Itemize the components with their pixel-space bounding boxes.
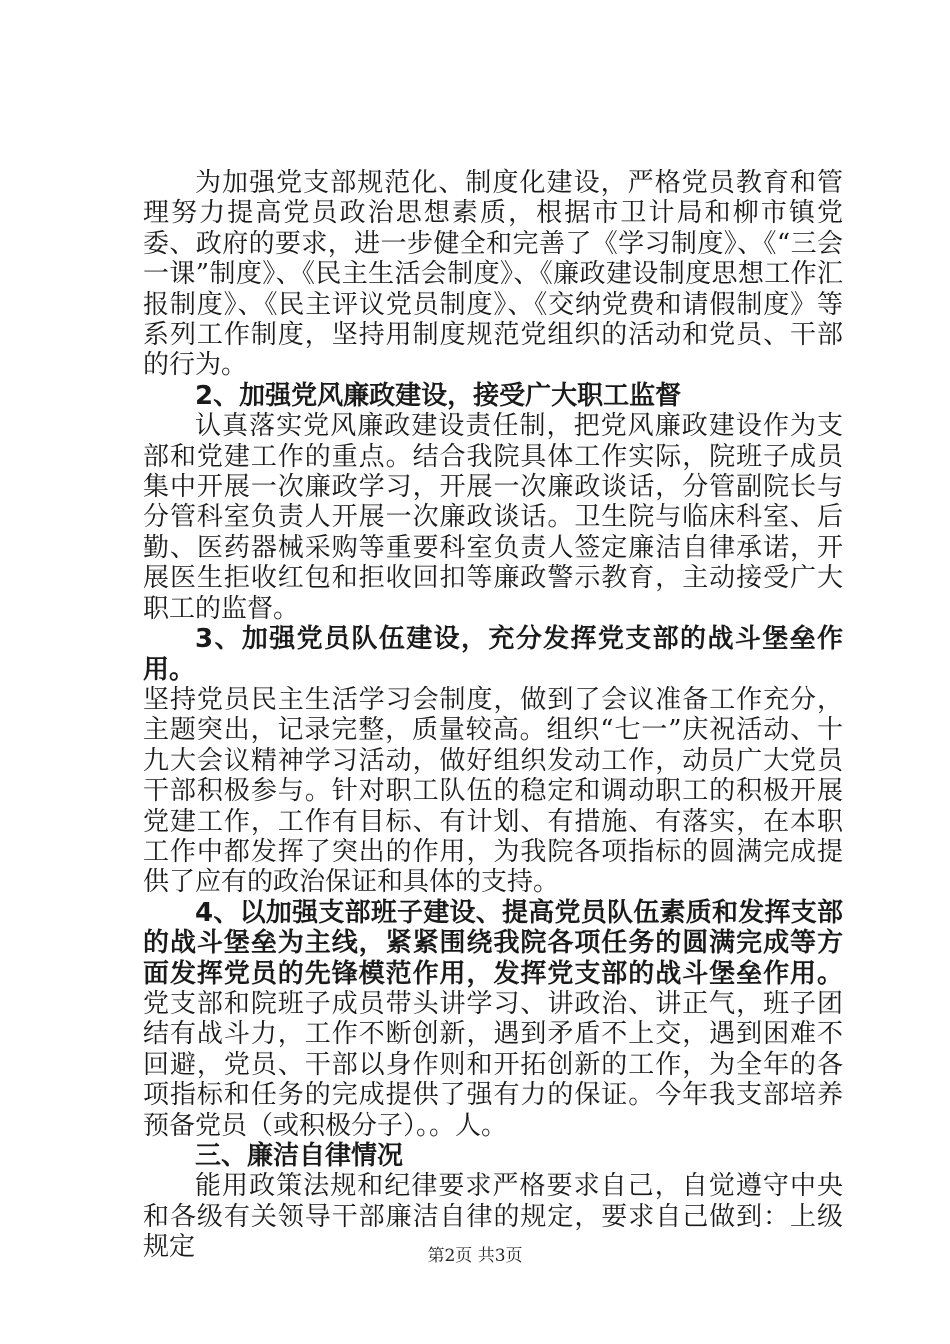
paragraph-system-building: 为加强党支部规范化、制度化建设，严格党员教育和管理努力提高党员政治思想素质，根据市卫计局和柳市镇党委、政府的要求，进一步健全和完善了《学习制度》、《“三会一课”制度》、《民主生活会制度》、《廉政建设制度思想工作汇报制度》、《民主评议党员制度》、《交纳党费和请假制度》等系列工作制度，坚持用制度规范党组织的活动和党员、干部的行为。 <box>143 168 843 381</box>
section-heading-integrity: 三、廉洁自律情况 <box>195 1141 404 1171</box>
page-footer: 第2页 共3页 <box>427 1246 523 1266</box>
paragraph-anti-corruption: 认真落实党风廉政建设责任制，把党风廉政建设作为支部和党建工作的重点。结合我院具体工作实际，院班子成员集中开展一次廉政学习，开展一次廉政谈话，分管副院长与分管科室负责人开展一次廉政谈话。卫生院与临床科室、后勤、医药器械采购等重要科室负责人签定廉洁自律承诺，开展医生拒收红包和拒收回扣等廉政警示教育，主动接受广大职工的监督。 <box>143 411 843 624</box>
paragraph-leadership: 党支部和院班子成员带头讲学习、讲政治、讲正气，班子团结有战斗力，工作不断创新，遇到矛盾不上交，遇到困难不回避，党员、干部以身作则和开拓创新的工作，为全年的各项指标和任务的完成提供了强有力的保证。今年我支部培养预备党员（或积极分子）。。人。 <box>143 988 843 1141</box>
document-body <box>143 168 843 1263</box>
section-heading-2: 2、加强党风廉政建设，接受广大职工监督 <box>195 380 682 411</box>
section-heading-4: 4、以加强支部班子建设、提高党员队伍素质和发挥支部的战斗堡垒为主线，紧紧围绕我院各项任务的圆满完成等方面发挥党员的先锋模范作用，发挥党支部的战斗堡垒作用。 <box>143 897 843 989</box>
paragraph-4-block <box>143 898 843 1141</box>
section-heading-3: 3、加强党员队伍建设，充分发挥党支部的战斗堡垒作用。 <box>143 624 843 685</box>
paragraph-self-discipline: 能用政策法规和纪律要求严格要求自己，自觉遵守中央和各级有关领导干部廉洁自律的规定，要求自己做到：上级规定 <box>143 1171 843 1263</box>
paragraph-party-team: 坚持党员民主生活学习会制度，做到了会议准备工作充分，主题突出，记录完整，质量较高。组织“七一”庆祝活动、十九大会议精神学习活动，做好组织发动工作，动员广大党员干部积极参与。针对职工队伍的稳定和调动职工的积极开展党建工作，工作有目标、有计划、有措施、有落实，在本职工作中都发挥了突出的作用，为我院各项指标的圆满完成提供了应有的政治保证和具体的支持。 <box>143 684 843 898</box>
